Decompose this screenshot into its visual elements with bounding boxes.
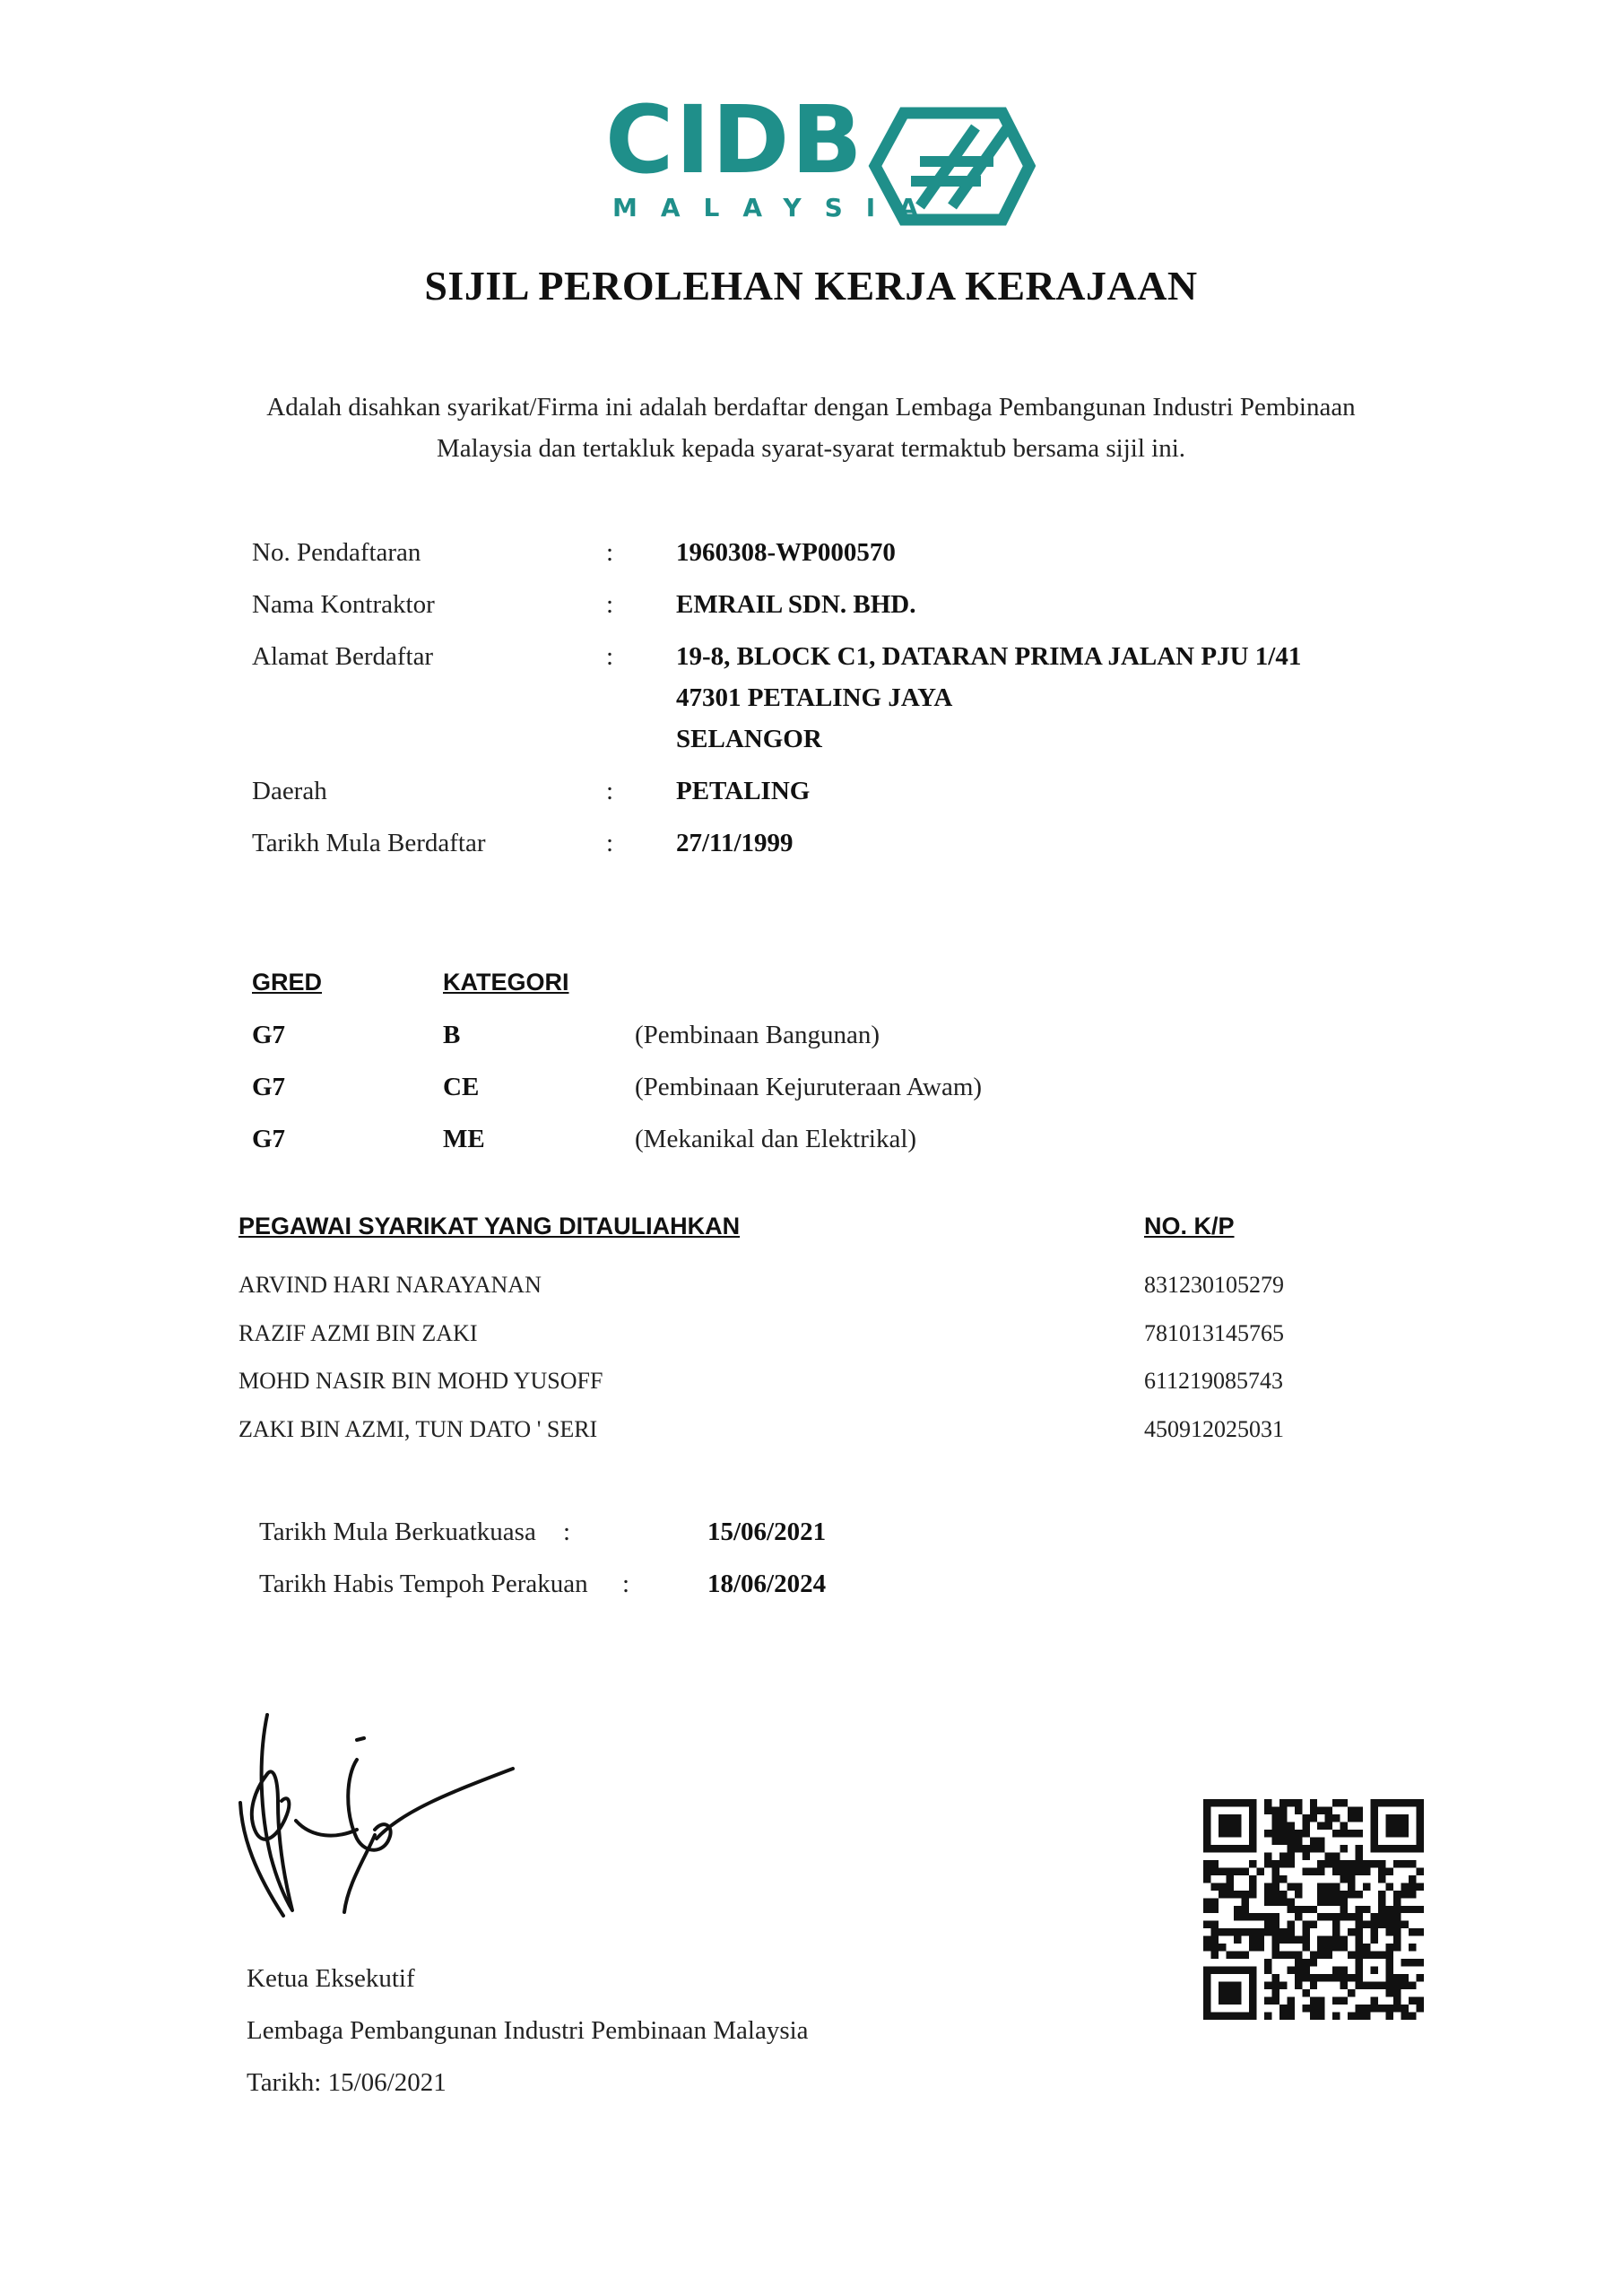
officer-name: ZAKI BIN AZMI, TUN DATO ' SERI bbox=[239, 1416, 598, 1442]
signatory-date: Tarikh: 15/06/2021 bbox=[247, 2068, 447, 2097]
validity-start-colon: : bbox=[563, 1518, 571, 1546]
reg-label: No. Pendaftaran bbox=[252, 538, 421, 567]
intro-line-1: Adalah disahkan syarikat/Firma ini adalah berdaftar dengan Lembaga Pembangunan Industri Pembinaan bbox=[266, 393, 1356, 422]
officer-name: ARVIND HARI NARAYANAN bbox=[239, 1272, 542, 1298]
category-description: (Pembinaan Kejuruteraan Awam) bbox=[635, 1073, 983, 1101]
signatory-org: Lembaga Pembangunan Industri Pembinaan Malaysia bbox=[247, 2016, 809, 2045]
name-value: EMRAIL SDN. BHD. bbox=[676, 590, 916, 619]
validity-end-label: Tarikh Habis Tempoh Perakuan bbox=[259, 1570, 588, 1598]
officer-name: MOHD NASIR BIN MOHD YUSOFF bbox=[239, 1368, 603, 1394]
officer-id: 611219085743 bbox=[1144, 1368, 1284, 1394]
officer-name-header: PEGAWAI SYARIKAT YANG DITAULIAHKAN bbox=[239, 1213, 741, 1239]
validity-end-colon: : bbox=[622, 1570, 630, 1598]
name-colon: : bbox=[606, 590, 614, 619]
intro-line-2: Malaysia dan tertakluk kepada syarat-syarat termaktub bersama sijil ini. bbox=[436, 434, 1186, 463]
officer-name: RAZIF AZMI BIN ZAKI bbox=[239, 1320, 478, 1346]
category-cell: B bbox=[443, 1021, 461, 1049]
grade-header: GRED bbox=[252, 969, 323, 996]
start-value: 27/11/1999 bbox=[676, 829, 794, 857]
start-colon: : bbox=[606, 829, 614, 857]
cidb-logo-icon bbox=[868, 106, 1036, 227]
officer-id: 831230105279 bbox=[1144, 1272, 1284, 1298]
validity-start-label: Tarikh Mula Berkuatkuasa bbox=[259, 1518, 536, 1546]
reg-colon: : bbox=[606, 538, 614, 567]
signature-icon bbox=[231, 1704, 518, 1937]
district-colon: : bbox=[606, 777, 614, 805]
address-line-2: 47301 PETALING JAYA bbox=[676, 683, 953, 712]
grade-cell: G7 bbox=[252, 1073, 286, 1101]
category-description: (Mekanikal dan Elektrikal) bbox=[635, 1125, 917, 1153]
validity-end-value: 18/06/2024 bbox=[707, 1570, 827, 1598]
address-label: Alamat Berdaftar bbox=[252, 642, 434, 671]
category-header: KATEGORI bbox=[443, 969, 569, 996]
district-value: PETALING bbox=[676, 777, 811, 805]
certificate-title: SIJIL PEROLEHAN KERJA KERAJAAN bbox=[424, 263, 1198, 309]
address-colon: : bbox=[606, 642, 614, 671]
grade-cell: G7 bbox=[252, 1021, 286, 1049]
logo-wordmark: CIDB bbox=[605, 85, 864, 195]
category-description: (Pembinaan Bangunan) bbox=[635, 1021, 880, 1049]
category-cell: CE bbox=[443, 1073, 480, 1101]
signatory-title: Ketua Eksekutif bbox=[247, 1964, 415, 1993]
address-line-3: SELANGOR bbox=[676, 725, 822, 753]
officer-id: 450912025031 bbox=[1144, 1416, 1284, 1442]
category-cell: ME bbox=[443, 1125, 485, 1153]
name-label: Nama Kontraktor bbox=[252, 590, 435, 619]
logo-country: MALAYSIA bbox=[612, 193, 941, 222]
reg-value: 1960308-WP000570 bbox=[676, 538, 896, 567]
start-label: Tarikh Mula Berdaftar bbox=[252, 829, 486, 857]
validity-start-value: 15/06/2021 bbox=[707, 1518, 827, 1546]
district-label: Daerah bbox=[252, 777, 327, 805]
officer-id-header: NO. K/P bbox=[1144, 1213, 1235, 1239]
address-line-1: 19-8, BLOCK C1, DATARAN PRIMA JALAN PJU 1/41 bbox=[676, 642, 1302, 671]
grade-cell: G7 bbox=[252, 1125, 286, 1153]
officer-id: 781013145765 bbox=[1144, 1320, 1284, 1346]
qr-code-icon bbox=[1203, 1799, 1424, 2020]
cidb-logo bbox=[605, 85, 1036, 231]
